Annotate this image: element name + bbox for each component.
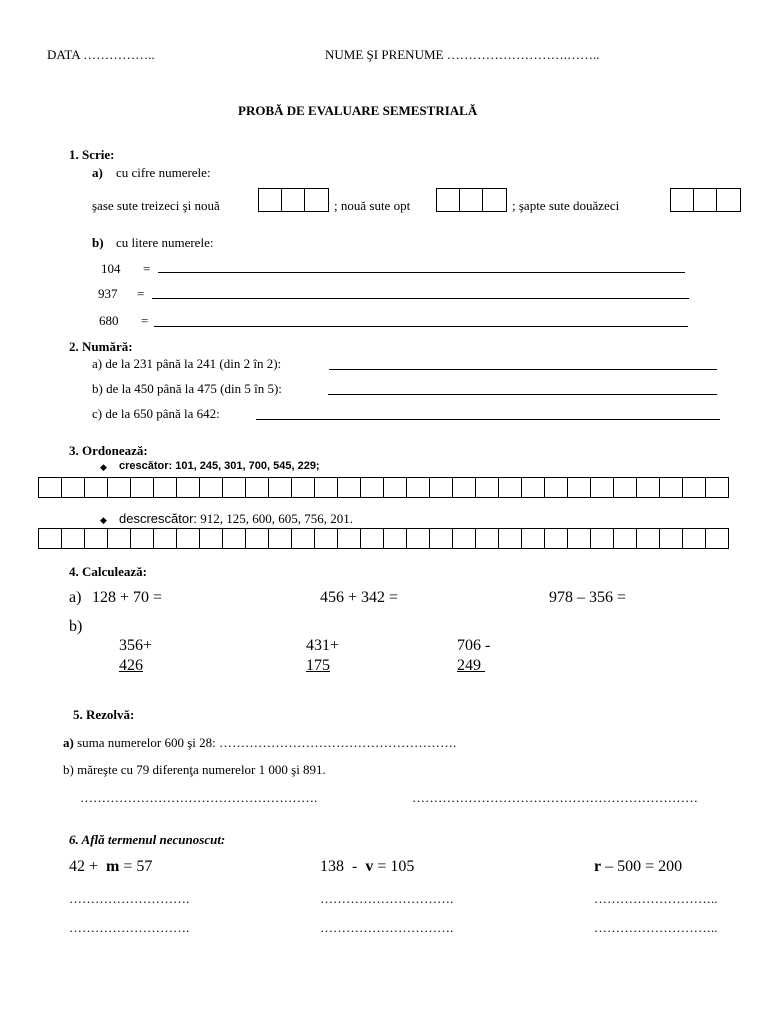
ex1-b-text: cu litere numerele: xyxy=(116,235,214,250)
number-937: 937 xyxy=(98,286,118,301)
answer-dots-eq2-row1[interactable]: …………………………. xyxy=(320,891,454,906)
name-label: NUME ŞI PRENUME ……………………….…….. xyxy=(325,47,600,62)
descending-values: 912, 125, 600, 605, 756, 201. xyxy=(197,511,354,526)
equation-2 xyxy=(320,858,414,876)
answer-dots-eq2-row2[interactable]: …………………………. xyxy=(320,920,454,935)
ex4-b-label: b) xyxy=(69,618,83,635)
answer-dots-2[interactable]: ………………………………………………………… xyxy=(412,790,698,805)
descending-answer-grid[interactable] xyxy=(38,528,729,549)
ex1-b-letter: b) xyxy=(92,235,104,250)
answer-line-104[interactable] xyxy=(158,272,685,273)
ex5-a-text: suma numerelor 600 şi 28: ………………………………………………. xyxy=(73,735,457,750)
equation-1-left: 42 + xyxy=(69,858,107,875)
column-calc-2-top: 431+ xyxy=(306,637,340,654)
number-680: 680 xyxy=(99,313,119,328)
ex2-b-text: b) de la 450 până la 475 (din 5 în 5): xyxy=(92,381,282,396)
equals-sign: = xyxy=(143,261,151,276)
ex3-heading: 3. Ordonează: xyxy=(69,443,148,458)
page-title: PROBĂ DE EVALUARE SEMESTRIALĂ xyxy=(238,103,478,118)
calc-a2: 456 + 342 = xyxy=(320,589,399,606)
ex3-ascending-text: crescător: 101, 245, 301, 700, 545, 229; xyxy=(119,460,320,472)
ex1-item2-text: ; nouă sute opt xyxy=(334,198,411,213)
equation-3-right: – 500 = 200 xyxy=(601,858,683,875)
answer-line-937[interactable] xyxy=(152,298,689,299)
answer-line-2c[interactable] xyxy=(256,419,720,420)
ex1-item3-text: ; şapte sute douăzeci xyxy=(512,198,620,213)
ex5-b-text: b) măreşte cu 79 diferenţa numerelor 1 000 şi 891. xyxy=(63,762,326,777)
calc-a1: 128 + 70 = xyxy=(92,589,163,606)
digit-boxes-1[interactable] xyxy=(258,188,329,212)
diamond-bullet-icon: ◆ xyxy=(100,515,107,525)
ex2-c-text: c) de la 650 până la 642: xyxy=(92,406,220,421)
digit-boxes-2[interactable] xyxy=(436,188,507,212)
ex5-heading: 5. Rezolvă: xyxy=(73,707,135,722)
equation-1-right: = 57 xyxy=(119,858,153,875)
ex2-a-text: a) de la 231 până la 241 (din 2 în 2): xyxy=(92,356,282,371)
equation-1 xyxy=(69,858,152,876)
ex1-heading: 1. Scrie: xyxy=(69,147,115,162)
answer-dots-1[interactable]: ………………………………………………. xyxy=(80,790,318,805)
ex3-descending-text xyxy=(119,511,353,527)
answer-line-2a[interactable] xyxy=(329,369,717,370)
equation-2-left: 138 - xyxy=(320,858,366,875)
answer-line-680[interactable] xyxy=(154,326,688,327)
equation-3 xyxy=(594,858,682,876)
ascending-answer-grid[interactable] xyxy=(38,477,729,498)
column-calc-3-top: 706 - xyxy=(457,637,491,654)
ex4-a-label: a) xyxy=(69,589,82,606)
equals-sign: = xyxy=(137,286,145,301)
answer-line-2b[interactable] xyxy=(328,394,717,395)
ex1-item1-text: şase sute treizeci şi nouă xyxy=(92,198,220,213)
column-calc-2-bottom: 175 xyxy=(306,657,330,674)
column-calc-1-bottom: 426 xyxy=(119,657,143,674)
ex6-heading: 6. Află termenul necunoscut: xyxy=(69,832,226,847)
equation-2-right: = 105 xyxy=(373,858,415,875)
descending-label: descrescător: xyxy=(119,511,198,526)
answer-dots-eq1-row1[interactable]: ………………………. xyxy=(69,891,190,906)
diamond-bullet-icon: ◆ xyxy=(100,462,107,472)
unknown-m: m xyxy=(106,858,120,875)
digit-boxes-3[interactable] xyxy=(670,188,741,212)
ex1-a-text: cu cifre numerele: xyxy=(116,165,211,180)
ex2-heading: 2. Numără: xyxy=(69,339,133,354)
answer-dots-eq3-row1[interactable]: ……………………….. xyxy=(594,891,718,906)
number-104: 104 xyxy=(101,261,121,276)
column-calc-1-top: 356+ xyxy=(119,637,153,654)
unknown-v: v xyxy=(365,858,374,875)
answer-dots-eq3-row2[interactable]: ……………………….. xyxy=(594,920,718,935)
ex4-heading: 4. Calculează: xyxy=(69,564,147,579)
calc-a3: 978 – 356 = xyxy=(549,589,627,606)
ex1-a-letter: a) xyxy=(92,165,103,180)
unknown-r: r xyxy=(594,858,602,875)
column-calc-3-bottom: 249 xyxy=(457,657,485,674)
equals-sign: = xyxy=(141,313,149,328)
ex5-a-line xyxy=(63,735,456,751)
answer-dots-eq1-row2[interactable]: ………………………. xyxy=(69,920,190,935)
ex5-a-letter: a) xyxy=(63,735,74,750)
date-label: DATA …………….. xyxy=(47,47,155,62)
